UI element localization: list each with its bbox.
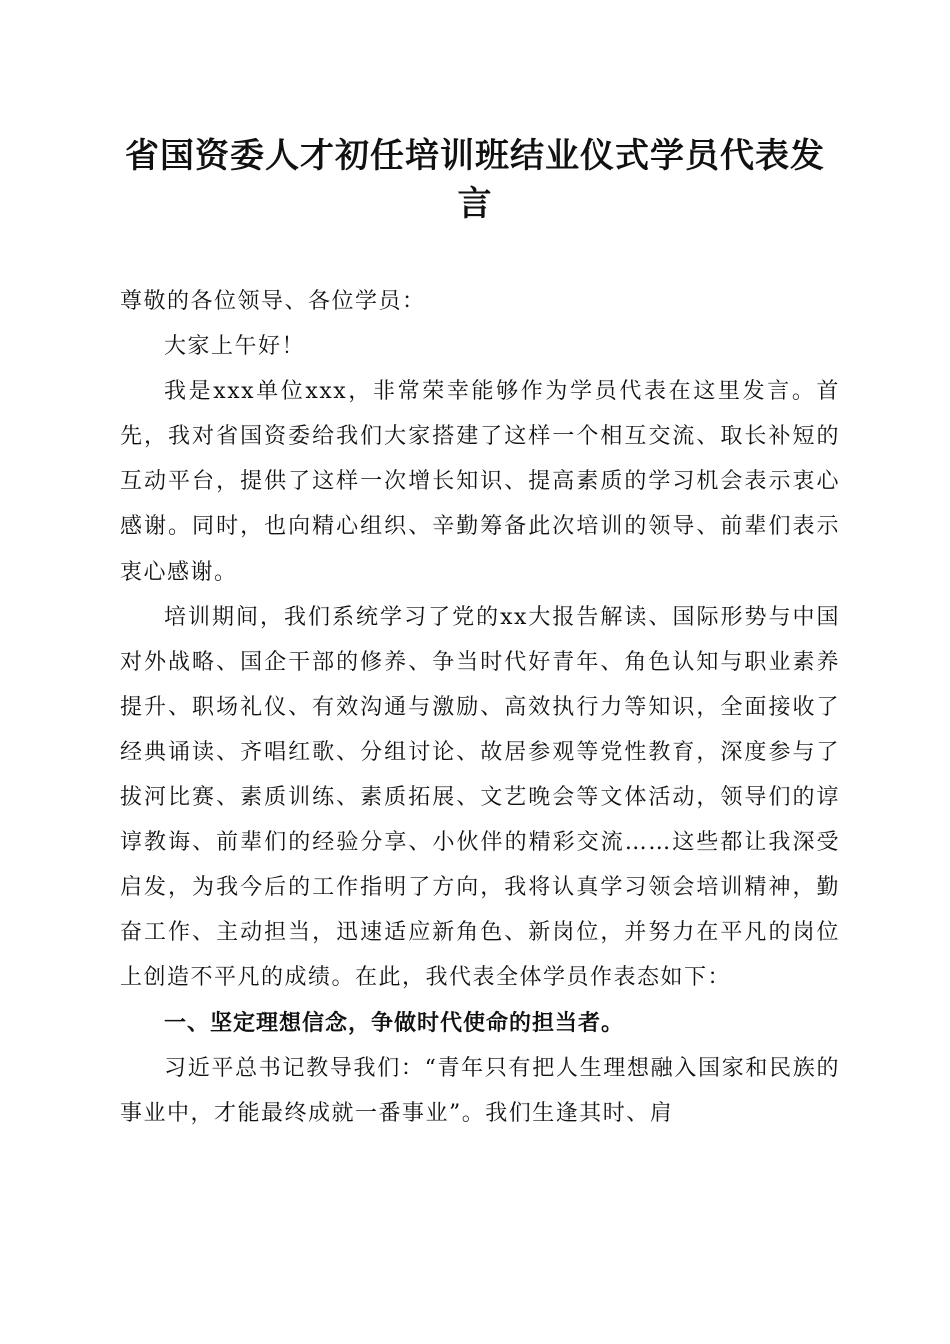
document-title: 省国资委人才初任培训班结业仪式学员代表发言: [125, 136, 825, 224]
paragraph-training-summary: 培训期间，我们系统学习了党的xx大报告解读、国际形势与中国对外战略、国企干部的修养、争当时代好青年、角色认知与职业素养提升、职场礼仪、有效沟通与激励、高效执行力等知识，全面接收了经典诵读、齐唱红歌、分组讨论、故居参观等党性教育，深度参与了拔河比赛、素质训练、素质拓展、文艺晚会等文体活动，领导们的谆谆教诲、前辈们的经验分享、小伙伴的精彩交流……这些都让我深受启发，为我今后的工作指明了方向，我将认真学习领会培训精神，勤奋工作、主动担当，迅速适应新角色、新岗位，并努力在平凡的岗位上创造不平凡的成绩。在此，我代表全体学员作表态如下：: [120, 604, 840, 991]
paragraph-introduction: 我是xxx单位xxx，非常荣幸能够作为学员代表在这里发言。首先，我对省国资委给我们大家搭建了这样一个相互交流、取长补短的互动平台，提供了这样一次增长知识、提高素质的学习机会表示衷心感谢。同时，也向精心组织、辛勤筹备此次培训的领导、前辈们表示衷心感谢。: [120, 379, 840, 585]
salutation: 尊敬的各位领导、各位学员：: [120, 289, 426, 314]
greeting: 大家上午好！: [164, 334, 306, 360]
section-heading: 一、坚定理想信念，争做时代使命的担当者。: [164, 1010, 625, 1036]
document-body: [120, 279, 840, 1136]
paragraph-section-one: 习近平总书记教导我们：“青年只有把人生理想融入国家和民族的事业中，才能最终成就一番事业”。我们生逢其时、肩: [120, 1055, 840, 1126]
